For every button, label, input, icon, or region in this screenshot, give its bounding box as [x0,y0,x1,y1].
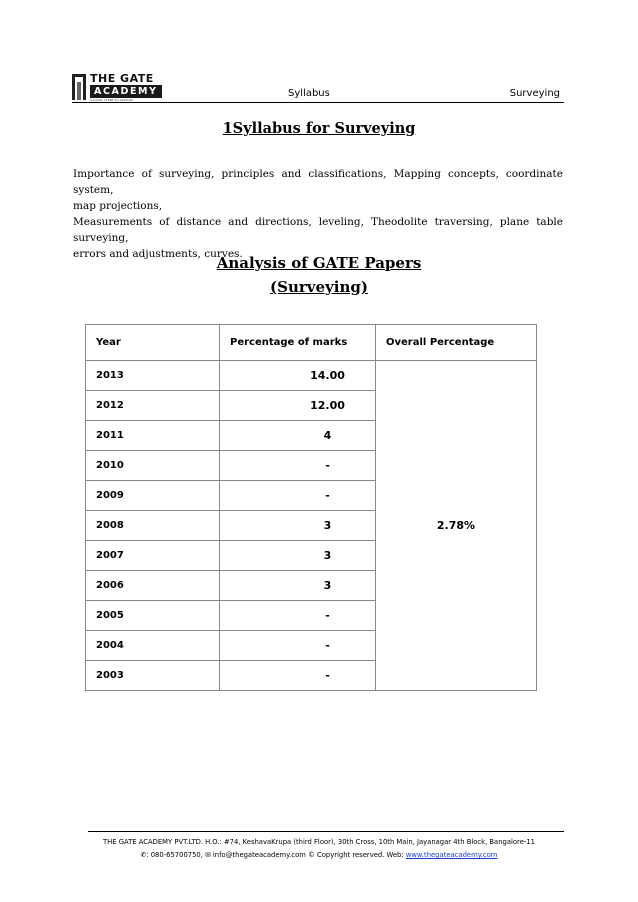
syllabus-line: map projections, [73,200,163,212]
percentage-cell: 3 [220,541,376,571]
analysis-title: Analysis of GATE Papers [216,254,422,272]
page-header [72,72,564,104]
year-cell: 2010 [86,451,220,481]
percentage-cell: - [220,451,376,481]
percentage-cell: 14.00 [220,361,376,391]
percentage-cell: 4 [220,421,376,451]
syllabus-line: errors and adjustments, curves. [73,248,243,260]
footer-address: THE GATE ACADEMY PVT.LTD. H.O.: #74, KeshavaKrupa (third Floor), 30th Cross, 10th Main, Jayanagar 4th Block, Bangalore-11 [103,838,535,846]
logo-text-line1: THE GATE [90,72,154,85]
footer-divider [88,831,564,832]
year-cell: 2009 [86,481,220,511]
year-cell: 2013 [86,361,220,391]
footer-contact [0,851,638,859]
overall-percentage-cell: 2.78% [376,361,537,691]
footer-contact-text: ✆: 080-65700750, ✉ info@thegateacademy.com © Copyright reserved. Web: [140,851,406,859]
year-cell: 2004 [86,631,220,661]
gate-academy-logo [72,72,172,102]
year-cell: 2011 [86,421,220,451]
syllabus-line: Importance of surveying, principles and classifications, Mapping concepts, coordinate system, [73,168,563,196]
year-cell: 2006 [86,571,220,601]
analysis-subtitle: (Surveying) [270,278,368,296]
year-cell: 2008 [86,511,220,541]
year-cell: 2003 [86,661,220,691]
header-percentage: Percentage of marks [220,325,376,361]
percentage-cell: - [220,631,376,661]
header-year: Year [86,325,220,361]
percentage-cell: - [220,481,376,511]
syllabus-title: 1Syllabus for Surveying [222,120,416,137]
logo-text-line2: ACADEMY [90,85,162,98]
logo-mark-icon [72,74,88,100]
syllabus-paragraph [73,166,563,262]
header-subject-label: Surveying [509,88,560,99]
header-overall: Overall Percentage [376,325,537,361]
percentage-cell: 3 [220,511,376,541]
website-link[interactable]: www.thegateacademy.com [405,851,498,859]
gate-analysis-table [85,324,537,691]
logo-tagline: A Center of ENT for Aptitude [90,98,133,102]
percentage-cell: - [220,601,376,631]
year-cell: 2007 [86,541,220,571]
header-section-label: Syllabus [288,88,330,99]
header-divider [72,102,564,103]
syllabus-line: Measurements of distance and directions, leveling, Theodolite traversing, plane table surveying, [73,216,563,244]
table-row [86,361,537,391]
percentage-cell: 3 [220,571,376,601]
year-cell: 2012 [86,391,220,421]
percentage-cell: - [220,661,376,691]
percentage-cell: 12.00 [220,391,376,421]
table-header-row [86,325,537,361]
year-cell: 2005 [86,601,220,631]
